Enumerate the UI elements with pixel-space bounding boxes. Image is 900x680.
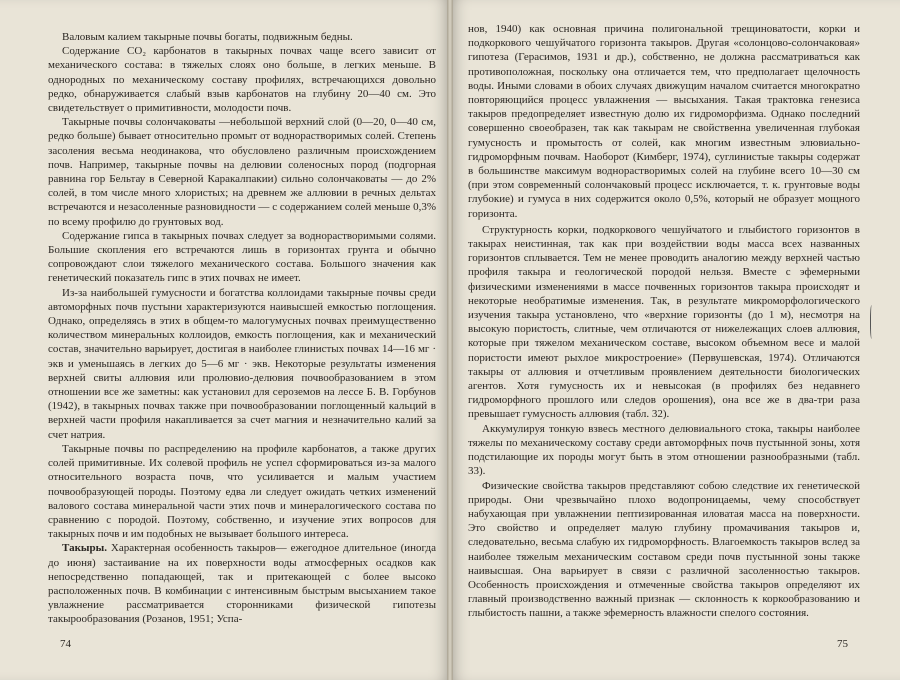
page-number: 75 [837,638,848,650]
margin-pencil-mark [870,305,874,339]
paragraph: Такырные почвы солончаковаты —небольшой верхний слой (0—20, 0—40 см, редко больше) бывает относительно промыт от воднорастворимых солей. Степень засоления весьма неодинакова, что обусловлено различным происхождением почв. Например, такырные почвы на делювии соленосных пород (подгорная равнина гор Бельтау в Северной Каракалпакии) сильно солончаковаты — до 2% солей, в том числе много хлористых; на древнем же аллювии в речных дельтах встречаются и незасоленные разновидности — с содержанием солей меньше 0,3% по всему профилю до грунтовых вод. [48,116,436,228]
paragraph: Структурность корки, подкоркового чешуйчатого и глыбистого горизонтов в такырах неистинная, так как при воздействии воды масса всех названных горизонтов сплывается. Тем не менее проводить аналогию между верхней частью профиля такыра и геологической породой нельзя. Вместе с эфемерными физическими изменениями в массе почвенных горизонтов такыра происходят и некоторые необратимые изменения. Так, в результате микроморфологического изучения такыра установлено, что «верхние горизонты (до 1 м), несмотря на высокую пористость, слитные, чем отличаются от нижележащих слоев аллювия, которые при тяжелом механическом составе, высоком объемном весе и малой пористости имеют рыхлое микростроение» (Первушевская, 1974). Отличаются такыры от аллювия и отчетливым проявлением деятельности биологических агентов. Хотя гумусность их и невысокая (в профилях без недавнего гидроморфного прошлого или следов орошения), она все же в два-три раза превышает гумусность аллювия (табл. 32). [468,223,860,421]
takyry-paragraph [48,541,436,626]
section-text: Характерная особенность такыров— ежегодное длительное (иногда до июня) застаивание на их поверхности воды атмосферных осадков как непосредственно попадающей, так и притекающей с более высоко расположенных почв. В комбинации с интенсивным быстрым высыханием такое увлажнение рассматривается сторонниками физической гипотезы такырообразования (Розанов, 1951; Успа- [48,542,436,626]
paragraph: Аккумулируя тонкую взвесь местного делювиального стока, такыры наиболее тяжелы по механическому составу среди автоморфных почв пустынной зоны, хотя подстилающие их породы могут быть в этом отношении разнообразными (табл. 33). [468,422,860,478]
paragraph: Физические свойства такыров представляют собою следствие их генетической природы. Они чрезвычайно плохо водопроницаемы, чему способствует набухающая при увлажнении пептизированная иловатая масса на поверхности. Это свойство и определяет малую глубину промачивания такыров и, следовательно, весьма слабую их гидроморфность. Влагоемкость такыров вслед за наиболее тяжелым механическим составом среди почв пустынной зоны также наивысшая. Она варьирует в связи с различной засоленностью такыров. Особенность происхождения и отмеченные свойства такыров определяют их главный производственно важный признак — склонность к коркообразованию и глыбистость пашни, а также эфемерность влажности спелого состояния. [468,479,860,620]
paragraph: нов, 1940) как основная причина полигональной трещиноватости, корки и подкоркового чешуйчатого горизонта такыров. Другая «солонцово-солончаковая» гипотеза (Герасимов, 1931 и др.), собственно, не должна рассматриваться как противоположная, поскольку она отличается тем, что предполагает щелочность воды. Иными словами в обоих случаях движущим началом считается многократно повторяющийся процесс увлажнения — высыхания. Такая трактовка генезиса такыров предопределяет известную долю их гидроморфизма. Однако последний совершенно своеобразен, так как такырам не свойственна увеличенная глубокая гумусность и промытость от солей, как многим известным элювиально-гидроморфным почвам. Наоборот (Кимберг, 1974), суглинистые такыры содержат в большинстве максимум воднорастворимых солей на глубине всего 10—30 см (при этом современный солончаковый процесс исключается, т. к. грунтовые воды глубокие) и гумуса в них содержится около 0,5%, который не образует мощного горизонта. [468,23,860,220]
right-page [450,0,900,680]
book-gutter [447,0,453,680]
paragraph: Из-за наибольшей гумусности и богатства коллоидами такырные почвы среди автоморфных почв пустыни характеризуются наивысшей емкостью поглощения. Однако, определяясь в этих в общем-то малогумусных почвах преимущественно количеством минеральных коллоидов, емкость поглощения, как и механический состав, значительно варьирует, достигая в наиболее глинистых почвах 14—16 мг · экв и уменьшаясь в легких до 5—6 мг · экв. Некоторые результаты изменения верхней свиты аллювия или пролювио-делювия почвообразованием в этом отношении все же заметны: как установил для сероземов на лессе Б. В. Горбунов (1942), в такырных почвах также при почвообразовании поглощенный кальций в верхней части профиля накапливается за счет магния и незначительно калий за счет натрия. [48,286,436,441]
paragraph: Валовым калием такырные почвы богаты, подвижным бедны. [62,31,353,43]
section-heading: Такыры. [62,542,107,555]
paragraph: Такырные почвы по распределению на профиле карбонатов, а также других солей примитивные. Их солевой профиль не успел сформироваться из-за малого относительного возраста почв, что усиливается и малым участием почвообразующей породы. Поэтому едва ли следует ожидать четких изменений валового состава минеральной части этих почв и минералогического состава по сравнению с породой. Поэтому, собственно, и изучение этих вопросов для такырных почв и им подобных не вызывает большого интереса. [48,442,436,541]
paragraph: Содержание CO₂ карбонатов в такырных почвах чаще всего зависит от механического состава: в тяжелых слоях оно больше, в легких меньше. В однородных по механическому составу профилях, встречающихся довольно редко, обнаруживается слабый взыв карбонатов на глубину 20—40 см. Это свидетельствует о примитивности, молодости почв. [48,45,436,115]
paragraph: Содержание гипса в такырных почвах следует за воднорастворимыми солями. Большие скопления его встречаются лишь в горизонтах грунта и обычно сопровождают слои тяжелого механического состава. Большого значения как генетический показатель гипс в этих почвах не имеет. [48,229,436,285]
page-number: 74 [60,638,71,650]
